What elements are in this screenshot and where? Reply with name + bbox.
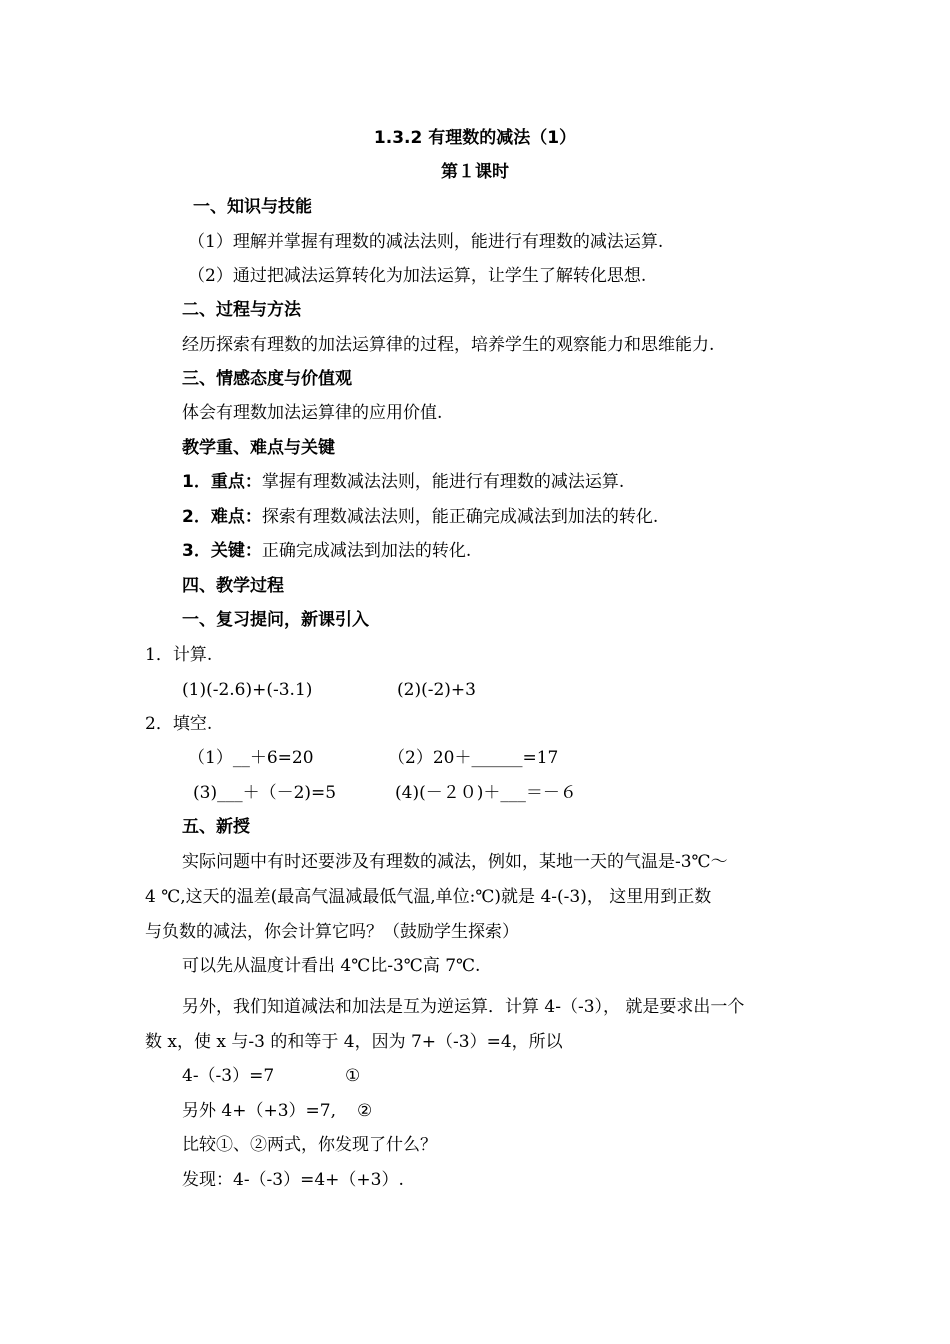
question-1-label: 1．计算.: [145, 645, 213, 665]
keypoint-text: 掌握有理数减法法则，能进行有理数的减法运算.: [261, 472, 625, 492]
equation-2: 另外 4+（+3）=7,: [182, 1101, 336, 1121]
attitude-text: 体会有理数加法运算律的应用价值.: [182, 403, 443, 423]
equation-2-marker: ②: [357, 1101, 373, 1121]
knowledge-item-2: （2）通过把减法运算转化为加法运算，让学生了解转化思想.: [188, 266, 647, 286]
paragraph-2: 可以先从温度计看出 4℃比-3℃高 7℃.: [182, 956, 481, 976]
question-2b: （2）20＋______=17: [388, 748, 559, 768]
keypoint-label: 2．难点：: [182, 507, 262, 527]
section-heading-new: 五、新授: [182, 817, 250, 837]
keypoint-label: 1．重点：: [182, 472, 262, 492]
section-heading-knowledge: 一、知识与技能: [193, 197, 312, 217]
keypoint-label: 3．关键：: [182, 541, 262, 561]
section-heading-keypoints: 教学重、难点与关键: [182, 438, 335, 458]
keypoint-text: 探索有理数减法法则，能正确完成减法到加法的转化.: [261, 507, 659, 527]
page-title: 1.3.2 有理数的减法（1）: [373, 128, 577, 148]
section-heading-process: 二、过程与方法: [182, 300, 301, 320]
keypoint-text: 正确完成减法到加法的转化.: [261, 541, 472, 561]
page-subtitle: 第１课时: [441, 162, 509, 182]
subsection-heading-review: 一、复习提问，新课引入: [182, 610, 369, 630]
section-heading-teaching: 四、教学过程: [182, 576, 284, 596]
keypoint-item-1: [182, 470, 862, 494]
paragraph-3-line-2: 数 x，使 x 与-3 的和等于 4，因为 7+（-3）=4，所以: [145, 1032, 563, 1052]
question-2c: (3)___＋（－2)=5: [193, 783, 337, 803]
question-2a: （1）__＋6=20: [188, 748, 314, 768]
question-2-label: 2．填空.: [145, 714, 213, 734]
paragraph-3-line-1: 另外，我们知道减法和加法是互为逆运算．计算 4-（-3）， 就是要求出一个: [182, 997, 745, 1017]
question-2d: (4)(－２０)＋___＝－６: [395, 783, 577, 803]
equation-1: 4-（-3）=7: [182, 1066, 275, 1086]
paragraph-1-line-1: 实际问题中有时还要涉及有理数的减法，例如，某地一天的气温是-3℃～: [182, 852, 728, 872]
finding-text: 发现：4-（-3）=4+（+3）.: [182, 1170, 404, 1190]
question-1a: (1)(-2.6)+(-3.1): [182, 680, 313, 700]
compare-question: 比较①、②两式，你发现了什么？: [182, 1135, 437, 1155]
section-heading-attitude: 三、情感态度与价值观: [182, 369, 352, 389]
paragraph-1-line-3: 与负数的减法，你会计算它吗？（鼓励学生探索）: [145, 922, 519, 942]
process-text: 经历探索有理数的加法运算律的过程，培养学生的观察能力和思维能力.: [182, 335, 715, 355]
knowledge-item-1: （1）理解并掌握有理数的减法法则，能进行有理数的减法运算.: [188, 232, 664, 252]
keypoint-item-2: [182, 505, 862, 529]
paragraph-1-line-2: 4 ℃,这天的温差(最高气温减最低气温,单位:℃)就是 4-(-3)， 这里用到正数: [145, 887, 712, 907]
equation-1-marker: ①: [345, 1066, 361, 1086]
question-1b: (2)(-2)+3: [397, 680, 476, 700]
keypoint-item-3: [182, 539, 862, 563]
